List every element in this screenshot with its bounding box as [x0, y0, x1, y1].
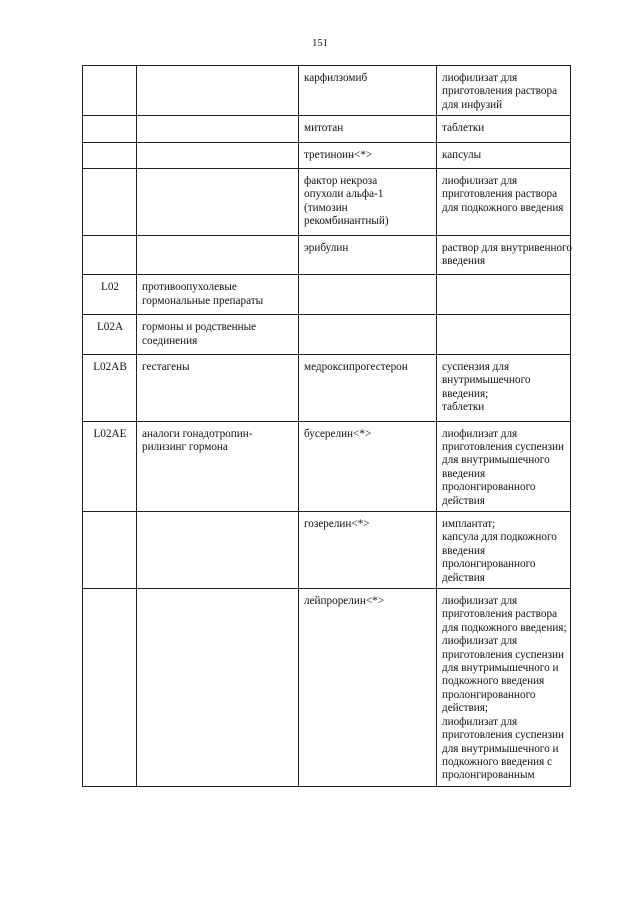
- dosage-form-line: подкожного введения с: [442, 755, 552, 768]
- pharmacological-group-cell: [137, 66, 299, 116]
- medication-table: [82, 65, 571, 787]
- atc-code: L02: [100, 281, 120, 294]
- dosage-form-cell: [437, 275, 571, 315]
- dosage-form-cell: [437, 66, 571, 116]
- atc-code-cell: [83, 116, 137, 142]
- dosage-form-line: для инфузий: [442, 98, 503, 111]
- atc-code-cell: [83, 235, 137, 275]
- medication-table-body: [83, 66, 571, 787]
- dosage-form-line: приготовления суспензии: [442, 729, 564, 742]
- drug-name-cell: [299, 315, 437, 355]
- pharmacological-group-line: соединения: [142, 334, 198, 347]
- pharmacological-group-cell: [137, 421, 299, 511]
- drug-name-line: митотан: [304, 122, 344, 135]
- dosage-form-cell: [437, 354, 571, 421]
- table-row: [83, 116, 571, 142]
- drug-name-line: рекомбинантный): [304, 215, 389, 228]
- dosage-form-cell: [437, 142, 571, 168]
- dosage-form-line: капсулы: [442, 148, 482, 161]
- pharmacological-group-line: аналоги гонадотропин-: [142, 427, 253, 440]
- drug-name-line: (тимозин: [304, 201, 348, 214]
- pharmacological-group-cell: [137, 512, 299, 589]
- pharmacological-group-cell: [137, 315, 299, 355]
- drug-name-line: эрибулин: [304, 241, 349, 254]
- dosage-form-cell: [437, 315, 571, 355]
- dosage-form-line: раствор для внутривенного: [442, 241, 572, 254]
- table-row: [83, 512, 571, 589]
- atc-code-cell: [83, 142, 137, 168]
- page-number: 151: [312, 38, 328, 49]
- dosage-form-line: приготовления раствора: [442, 85, 558, 98]
- pharmacological-group-cell: [137, 235, 299, 275]
- dosage-form-line: внутримышечного: [442, 374, 531, 387]
- drug-name-cell: [299, 235, 437, 275]
- dosage-form-line: для внутримышечного и: [442, 742, 559, 755]
- dosage-form-line: для подкожного введения: [442, 201, 564, 214]
- drug-name-line: бусерелин<*>: [304, 427, 372, 440]
- drug-name-cell: [299, 116, 437, 142]
- dosage-form-line: лиофилизат для: [442, 427, 518, 440]
- table-row: [83, 589, 571, 787]
- dosage-form-cell: [437, 235, 571, 275]
- dosage-form-line: приготовления суспензии: [442, 440, 564, 453]
- dosage-form-line: пролонгированного: [442, 558, 536, 571]
- atc-code-cell: [83, 589, 137, 787]
- dosage-form-line: введения: [442, 467, 486, 480]
- drug-name-cell: [299, 421, 437, 511]
- dosage-form-cell: [437, 421, 571, 511]
- drug-name-cell: [299, 589, 437, 787]
- table-row: [83, 169, 571, 236]
- dosage-form-line: приготовления раствора: [442, 608, 558, 621]
- drug-name-line: лейпрорелин<*>: [304, 595, 385, 608]
- atc-code-cell: [83, 354, 137, 421]
- atc-code-cell: [83, 275, 137, 315]
- dosage-form-line: приготовления раствора: [442, 188, 558, 201]
- dosage-form-line: для подкожного введения;: [442, 621, 567, 634]
- pharmacological-group-line: гормональные препараты: [142, 294, 264, 307]
- drug-name-cell: [299, 169, 437, 236]
- pharmacological-group-cell: [137, 169, 299, 236]
- drug-name-line: гозерелин<*>: [304, 518, 370, 531]
- dosage-form-line: приготовления суспензии: [442, 648, 564, 661]
- table-row: [83, 275, 571, 315]
- atc-code-cell: [83, 421, 137, 511]
- drug-name-cell: [299, 142, 437, 168]
- dosage-form-line: пролонгированным: [442, 769, 535, 782]
- table-row: [83, 354, 571, 421]
- dosage-form-line: подкожного введения: [442, 675, 545, 688]
- table-row: [83, 315, 571, 355]
- atc-code-cell: [83, 512, 137, 589]
- dosage-form-line: действия: [442, 571, 485, 584]
- drug-name-line: третиноин<*>: [304, 148, 373, 161]
- pharmacological-group-line: гестагены: [142, 360, 190, 373]
- dosage-form-line: для внутримышечного: [442, 454, 550, 467]
- drug-name-line: опухоли альфа-1: [304, 188, 384, 201]
- dosage-form-line: капсула для подкожного: [442, 531, 557, 544]
- drug-name-line: фактор некроза: [304, 175, 378, 187]
- drug-name-line: карфилзомиб: [304, 72, 368, 84]
- atc-code: L02AB: [93, 360, 127, 373]
- drug-name-cell: [299, 275, 437, 315]
- pharmacological-group-cell: [137, 116, 299, 142]
- table-row: [83, 421, 571, 511]
- dosage-form-line: таблетки: [442, 401, 485, 414]
- atc-code-cell: [83, 169, 137, 236]
- dosage-form-cell: [437, 116, 571, 142]
- drug-name-line: медроксипрогестерон: [304, 360, 408, 373]
- dosage-form-line: действия;: [442, 702, 489, 715]
- dosage-form-line: введения: [442, 255, 486, 267]
- atc-code: L02AE: [93, 427, 127, 440]
- dosage-form-line: лиофилизат для: [442, 635, 518, 648]
- pharmacological-group-line: противоопухолевые: [142, 281, 237, 294]
- pharmacological-group-line: гормоны и родственные: [142, 321, 257, 334]
- dosage-form-line: таблетки: [442, 122, 485, 135]
- pharmacological-group-cell: [137, 354, 299, 421]
- dosage-form-line: лиофилизат для: [442, 715, 518, 728]
- dosage-form-line: лиофилизат для: [442, 175, 518, 187]
- pharmacological-group-line: рилизинг гормона: [142, 440, 228, 453]
- dosage-form-line: пролонгированного: [442, 481, 536, 494]
- dosage-form-line: лиофилизат для: [442, 72, 518, 84]
- drug-name-cell: [299, 512, 437, 589]
- drug-name-cell: [299, 354, 437, 421]
- dosage-form-line: имплантат;: [442, 518, 496, 531]
- table-row: [83, 235, 571, 275]
- drug-name-cell: [299, 66, 437, 116]
- dosage-form-cell: [437, 169, 571, 236]
- dosage-form-line: для внутримышечного и: [442, 662, 559, 675]
- dosage-form-line: пролонгированного: [442, 688, 536, 701]
- dosage-form-line: введения;: [442, 387, 489, 400]
- table-row: [83, 66, 571, 116]
- dosage-form-line: действия: [442, 494, 485, 507]
- atc-code-cell: [83, 66, 137, 116]
- dosage-form-line: суспензия для: [442, 360, 510, 373]
- atc-code: L02A: [96, 321, 124, 334]
- pharmacological-group-cell: [137, 589, 299, 787]
- pharmacological-group-cell: [137, 275, 299, 315]
- pharmacological-group-cell: [137, 142, 299, 168]
- atc-code-cell: [83, 315, 137, 355]
- dosage-form-cell: [437, 512, 571, 589]
- table-row: [83, 142, 571, 168]
- dosage-form-line: лиофилизат для: [442, 595, 518, 608]
- dosage-form-cell: [437, 589, 571, 787]
- dosage-form-line: введения: [442, 544, 486, 557]
